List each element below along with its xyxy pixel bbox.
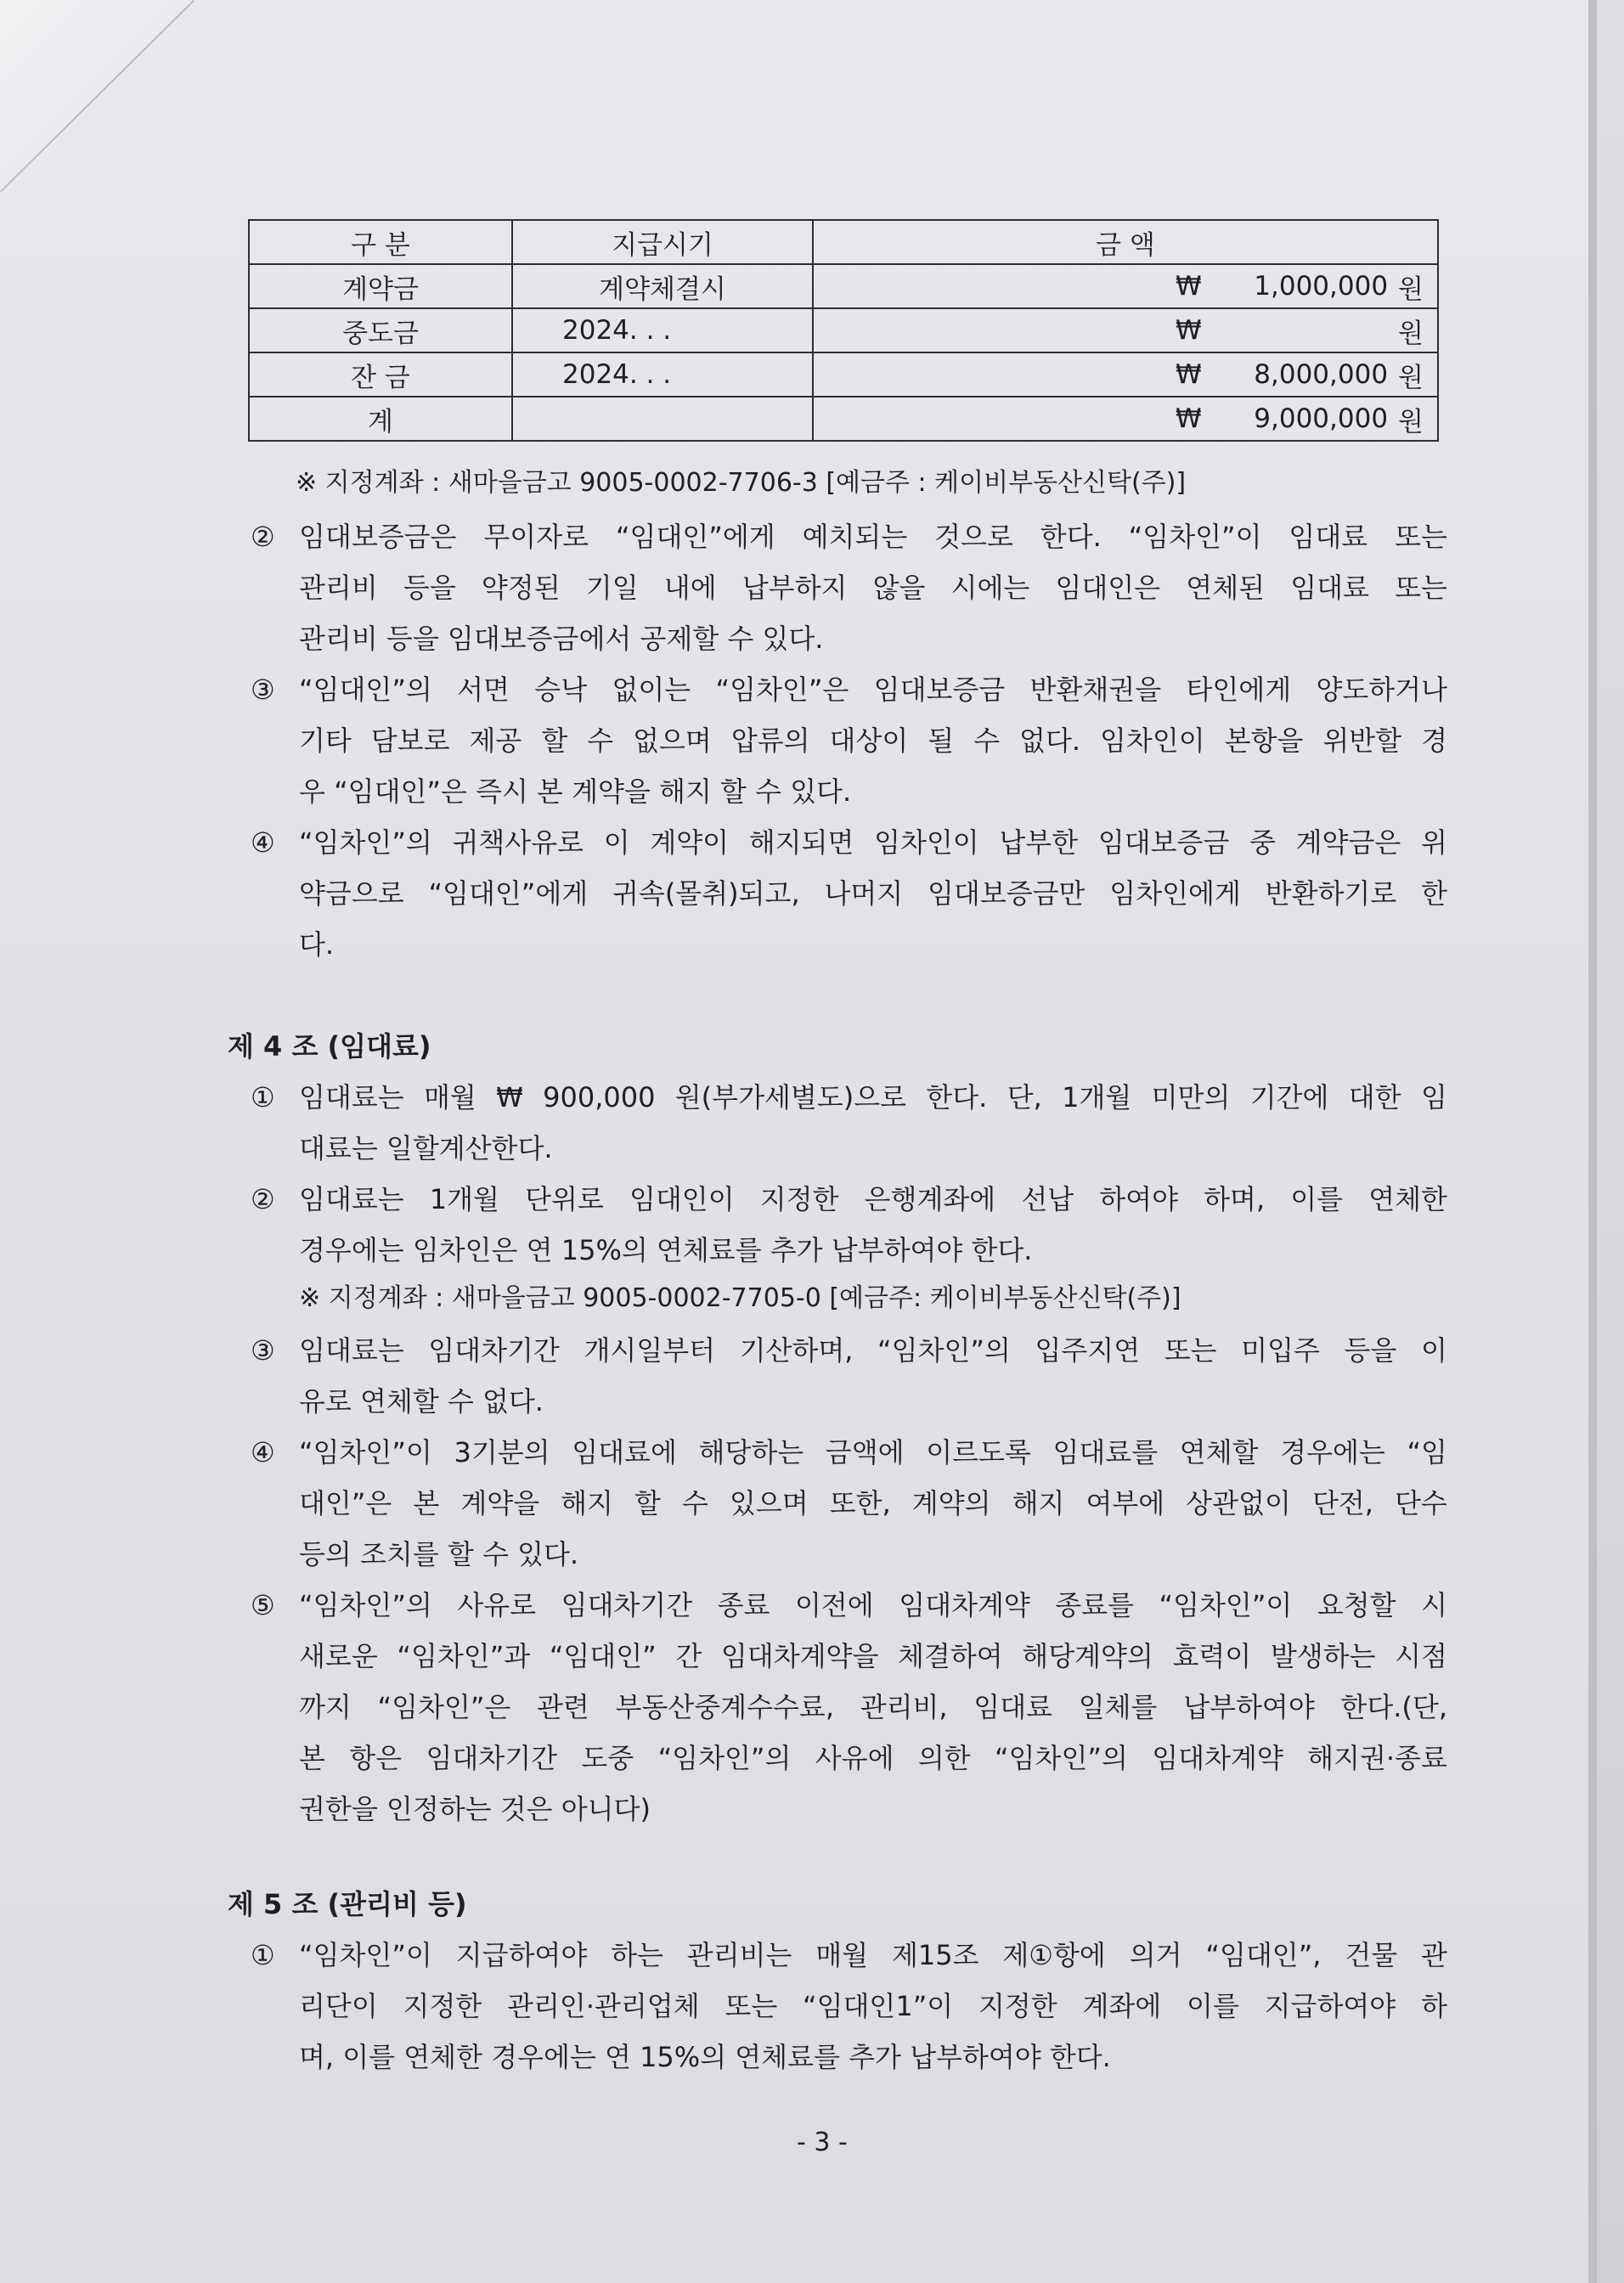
row-timing: 2024. . . <box>512 308 813 352</box>
clause-line: 권한을 인정하는 것은 아니다) <box>299 1793 651 1825</box>
clause-line: 우 “임대인”은 즉시 본 계약을 해지 할 수 있다. <box>299 775 852 808</box>
clause-line: “임차인”이 지급하여야 하는 관리비는 매월 제15조 제①항에 의거 “임대인”, 건물 관 <box>299 1939 1447 1971</box>
row-timing: 2024. . . <box>512 352 813 397</box>
clause-line: 임대료는 매월 ₩ 900,000 원(부가세별도)으로 한다. 단, 1개월 미만의 기간에 대한 임 <box>299 1081 1447 1113</box>
clause-line: 새로운 “임차인”과 “임대인” 간 임대차계약을 체결하여 해당계약의 효력이 발생하는 시점 <box>299 1640 1447 1672</box>
clause-line: 본 항은 임대차기간 도중 “임차인”의 사유에 의한 “임차인”의 임대차계약 해지권·종료 <box>299 1742 1447 1774</box>
clause-number: ① <box>251 1081 275 1113</box>
table-row <box>249 308 1438 352</box>
row-amount: 1,000,000 <box>1254 271 1389 302</box>
row-amount: 8,000,000 <box>1254 359 1389 390</box>
row-amount-cell <box>813 264 1438 308</box>
clause-number: ④ <box>251 1436 275 1468</box>
clause-line: 약금으로 “임대인”에게 귀속(몰취)되고, 나머지 임대보증금만 임차인에게 반환하기로 한 <box>299 877 1447 910</box>
table-total-row <box>249 397 1438 441</box>
clause-line: 경우에는 임차인은 연 15%의 연체료를 추가 납부하여야 한다. <box>299 1234 1033 1266</box>
header-category: 구 분 <box>249 220 512 264</box>
currency-symbol: ₩ <box>1176 271 1202 302</box>
table-header-row <box>249 220 1438 264</box>
row-category: 계약금 <box>249 264 512 308</box>
table-row <box>249 352 1438 397</box>
clause-number: ③ <box>251 1334 275 1367</box>
clause-line: 관리비 등을 약정된 기일 내에 납부하지 않을 시에는 임대인은 연체된 임대료 또는 <box>299 572 1447 604</box>
clause-number: ① <box>251 1939 275 1971</box>
header-timing: 지급시기 <box>512 220 813 264</box>
currency-unit: 원 <box>1398 406 1424 437</box>
clause-line: “임차인”의 사유로 임대차기간 종료 이전에 임대차계약 종료를 “임차인”이 요청할 시 <box>299 1589 1447 1621</box>
clause-line: “임차인”이 3기분의 임대료에 해당하는 금액에 이르도록 임대료를 연체할 경우에는 “임 <box>299 1436 1447 1468</box>
currency-symbol: ₩ <box>1176 315 1202 346</box>
clause-number: ⑤ <box>251 1589 275 1621</box>
clause-line: “임대인”의 서면 승낙 없이는 “임차인”은 임대보증금 반환채권을 타인에게 양도하거나 <box>299 674 1447 706</box>
clause-line: 리단이 지정한 관리인·관리업체 또는 “임대인1”이 지정한 계좌에 이를 지급하여야 하 <box>299 1990 1447 2022</box>
clause-line: 기타 담보로 제공 할 수 없으며 압류의 대상이 될 수 없다. 임차인이 본항을 위반할 경 <box>299 724 1447 757</box>
clause-line: 다. <box>299 928 335 961</box>
currency-symbol: ₩ <box>1176 359 1202 390</box>
clause-number: ④ <box>251 826 275 859</box>
clause-number: ③ <box>251 674 275 706</box>
clause-number: ② <box>251 521 275 553</box>
article-5-title: 제 5 조 (관리비 등) <box>228 1888 467 1920</box>
article-4-title: 제 4 조 (임대료) <box>228 1030 431 1063</box>
clause-line: 며, 이를 연체한 경우에는 연 15%의 연체료를 추가 납부하여야 한다. <box>299 2041 1111 2073</box>
row-timing <box>512 397 813 441</box>
clause-line: 임대료는 1개월 단위로 임대인이 지정한 은행계좌에 선납 하여야 하며, 이를 연체한 <box>299 1183 1447 1215</box>
clause-number: ② <box>251 1183 275 1215</box>
table-row <box>249 264 1438 308</box>
row-amount-cell <box>813 308 1438 352</box>
clause-line: 대료는 일할계산한다. <box>299 1132 553 1164</box>
clause-line: 등의 조치를 할 수 있다. <box>299 1538 579 1570</box>
row-timing: 계약체결시 <box>512 264 813 308</box>
clause-line: 관리비 등을 임대보증금에서 공제할 수 있다. <box>299 623 824 655</box>
row-category: 잔 금 <box>249 352 512 397</box>
payment-schedule-table <box>248 219 1439 442</box>
row-amount-cell <box>813 397 1438 441</box>
clause-line: 임대료는 임대차기간 개시일부터 기산하며, “임차인”의 입주지연 또는 미입주 등을 이 <box>299 1334 1447 1367</box>
row-amount: 9,000,000 <box>1254 403 1389 434</box>
clause-line: 유로 연체할 수 없다. <box>299 1385 544 1418</box>
folded-corner <box>0 0 204 204</box>
row-amount-cell <box>813 352 1438 397</box>
page-number: - 3 - <box>797 2128 848 2157</box>
clause-line: “임차인”의 귀책사유로 이 계약이 해지되면 임차인이 납부한 임대보증금 중 계약금은 위 <box>299 826 1447 859</box>
row-category: 중도금 <box>249 308 512 352</box>
account-note-deposit: ※ 지정계좌 : 새마을금고 9005-0002-7706-3 [예금주 : 케이비부동산신탁(주)] <box>296 468 1187 498</box>
account-note-rent: ※ 지정계좌 : 새마을금고 9005-0002-7705-0 [예금주: 케이비부동산신탁(주)] <box>299 1283 1181 1313</box>
currency-unit: 원 <box>1398 318 1424 349</box>
clause-line: 까지 “임차인”은 관련 부동산중계수수료, 관리비, 임대료 일체를 납부하여야 한다.(단, <box>299 1691 1447 1723</box>
row-category: 계 <box>249 397 512 441</box>
header-amount: 금 액 <box>813 220 1438 264</box>
currency-unit: 원 <box>1398 273 1424 305</box>
currency-unit: 원 <box>1398 362 1424 393</box>
currency-symbol: ₩ <box>1176 403 1202 434</box>
clause-line: 임대보증금은 무이자로 “임대인”에게 예치되는 것으로 한다. “임차인”이 임대료 또는 <box>299 521 1447 553</box>
clause-line: 대인”은 본 계약을 해지 할 수 있으며 또한, 계약의 해지 여부에 상관없이 단전, 단수 <box>299 1487 1447 1519</box>
